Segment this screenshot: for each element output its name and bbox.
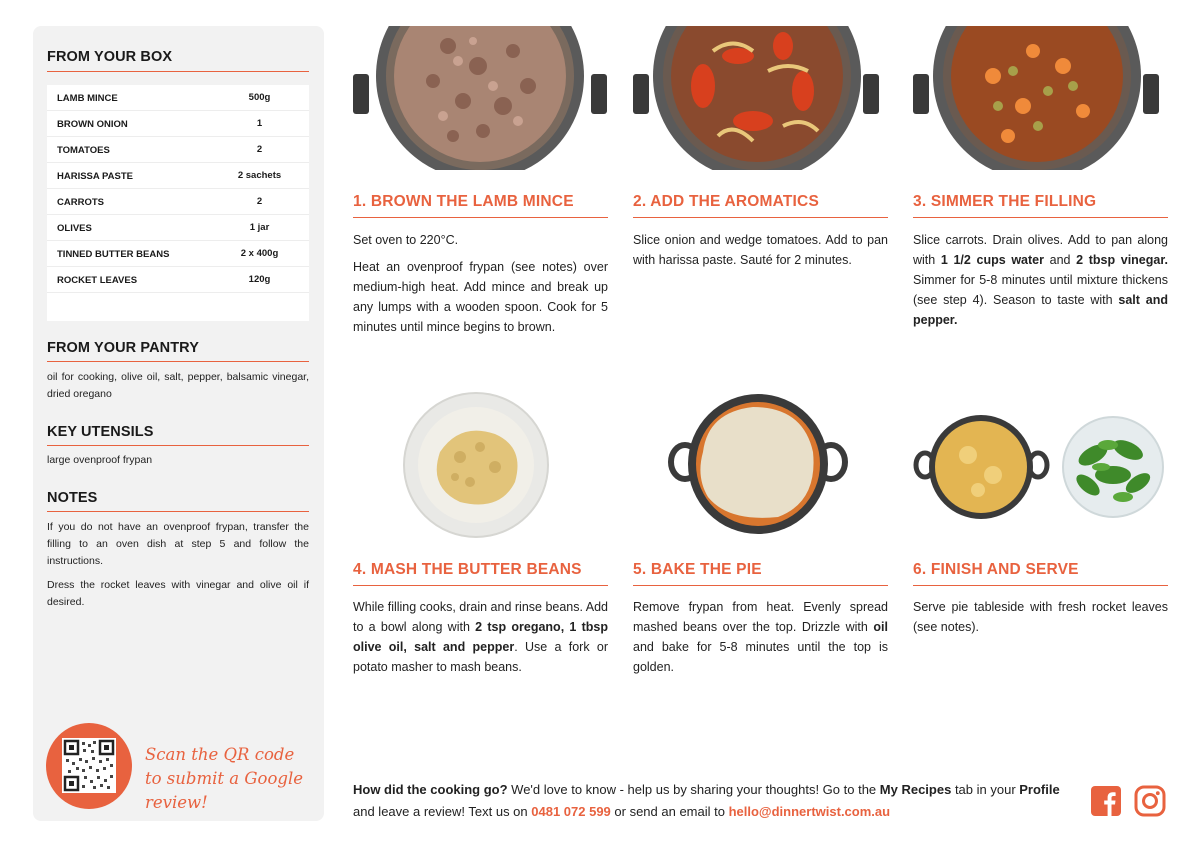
step-4-image (400, 392, 550, 542)
step-5-divider (633, 585, 888, 586)
ingredient-row (47, 137, 309, 163)
step-6-body (913, 597, 1168, 644)
step-3-body (913, 230, 1168, 337)
ingredient-name: LAMB MINCE (57, 93, 118, 104)
step-text: Slice carrots. Drain olives. Add to pan along with 1 1/2 cups water and 2 tbsp vinegar. Simmer for 5-8 minutes until mixture thickens (see step 4). Season to taste with salt and pepper. (913, 233, 1168, 327)
ingredient-qty: 2 x 400g (240, 248, 279, 259)
footer-question: How did the cooking go? (353, 782, 508, 797)
email-link[interactable]: hello@dinnertwist.com.au (728, 804, 891, 819)
step-6-image (913, 415, 1169, 525)
ingredient-qty: 2 (256, 144, 263, 155)
ingredient-row (47, 111, 309, 137)
ingredient-qty: 2 sachets (237, 170, 282, 181)
heading-divider (47, 511, 309, 512)
step-4-divider (353, 585, 608, 586)
step-text: Set oven to 220°C. (353, 233, 459, 247)
heading-divider (47, 71, 309, 72)
box-heading: FROM YOUR BOX (47, 49, 173, 65)
step-5-title: 5. BAKE THE PIE (633, 561, 762, 578)
step-2-title: 2. ADD THE AROMATICS (633, 193, 819, 210)
step-2-divider (633, 217, 888, 218)
ingredient-qty: 1 jar (249, 222, 270, 233)
heading-divider (47, 361, 309, 362)
ingredient-name: HARISSA PASTE (57, 171, 134, 182)
step-5-image (668, 392, 848, 542)
ingredient-name: TINNED BUTTER BEANS (57, 249, 170, 260)
profile-link[interactable]: Profile (1019, 782, 1060, 797)
step-1-divider (353, 217, 608, 218)
facebook-icon[interactable] (1090, 785, 1122, 817)
heading-divider (47, 445, 309, 446)
feedback-footer: How did the cooking go? We'd love to know - help us by sharing your thoughts! Go to the My Recipes tab in your Profile and leave a review! Text us on 0481 072 599 or send an email to hello@dinnertwist.com.au (353, 782, 1060, 819)
ingredients-sidebar (33, 26, 324, 821)
step-1-body (353, 230, 608, 344)
notes-heading: NOTES (47, 490, 98, 506)
pantry-text: oil for cooking, olive oil, salt, pepper, balsamic vinegar, dried oregano (47, 371, 309, 400)
phone-number[interactable]: 0481 072 599 (531, 804, 611, 819)
step-2-body (633, 230, 888, 277)
step-text: Remove frypan from heat. Evenly spread mashed beans over the top. Drizzle with oil and bake for 5-8 minutes until the top is golden. (633, 600, 888, 674)
ingredient-row (47, 189, 309, 215)
qr-badge (46, 723, 132, 809)
pantry-heading: FROM YOUR PANTRY (47, 340, 199, 356)
note-2: Dress the rocket leaves with vinegar and olive oil if desired. (47, 579, 309, 608)
ingredient-row (47, 85, 309, 111)
step-6-divider (913, 585, 1168, 586)
utensils-heading: KEY UTENSILS (47, 424, 154, 440)
step-3-divider (913, 217, 1168, 218)
qr-code-icon[interactable] (62, 738, 116, 793)
ingredient-name: TOMATOES (57, 145, 110, 156)
step-1-title: 1. BROWN THE LAMB MINCE (353, 193, 574, 210)
qr-caption: Scan the QR code to submit a Google review! (145, 745, 303, 812)
step-4-title: 4. MASH THE BUTTER BEANS (353, 561, 582, 578)
my-recipes-link[interactable]: My Recipes (879, 782, 952, 797)
step-5-body (633, 597, 888, 684)
step-text: Slice onion and wedge tomatoes. Add to pan with harissa paste. Sauté for 2 minutes. (633, 233, 888, 267)
ingredient-row (47, 267, 309, 293)
ingredient-qty: 1 (256, 118, 263, 129)
utensils-text: large ovenproof frypan (47, 454, 153, 466)
ingredient-row (47, 215, 309, 241)
instagram-icon[interactable] (1134, 785, 1166, 817)
step-2-image (633, 26, 889, 170)
step-6-title: 6. FINISH AND SERVE (913, 561, 1079, 578)
ingredient-row (47, 241, 309, 267)
note-1: If you do not have an ovenproof frypan, transfer the filling to an oven dish at step 5 and follow the instructions. (47, 521, 309, 567)
step-3-image (913, 26, 1169, 170)
ingredient-name: ROCKET LEAVES (57, 275, 138, 286)
ingredient-qty: 2 (256, 196, 263, 207)
step-4-body (353, 597, 608, 684)
ingredient-qty: 120g (248, 274, 271, 285)
ingredient-row (47, 163, 309, 189)
step-text: While filling cooks, drain and rinse beans. Add to a bowl along with 2 tsp oregano, 1 tbsp olive oil, salt and pepper. Use a fork or potato masher to mash beans. (353, 600, 609, 674)
step-3-title: 3. SIMMER THE FILLING (913, 193, 1097, 210)
box-ingredient-table (47, 85, 309, 321)
step-text: Heat an ovenproof frypan (see notes) over medium-high heat. Add mince and break up any lumps with a wooden spoon. Cook for 5 minutes until mince begins to brown. (353, 260, 608, 334)
ingredient-qty: 500g (248, 92, 271, 103)
ingredient-name: OLIVES (57, 223, 92, 234)
step-text: Serve pie tableside with fresh rocket leaves (see notes). (913, 600, 1168, 634)
ingredient-name: CARROTS (57, 197, 104, 208)
ingredient-name: BROWN ONION (57, 119, 128, 130)
step-1-image (353, 26, 609, 170)
